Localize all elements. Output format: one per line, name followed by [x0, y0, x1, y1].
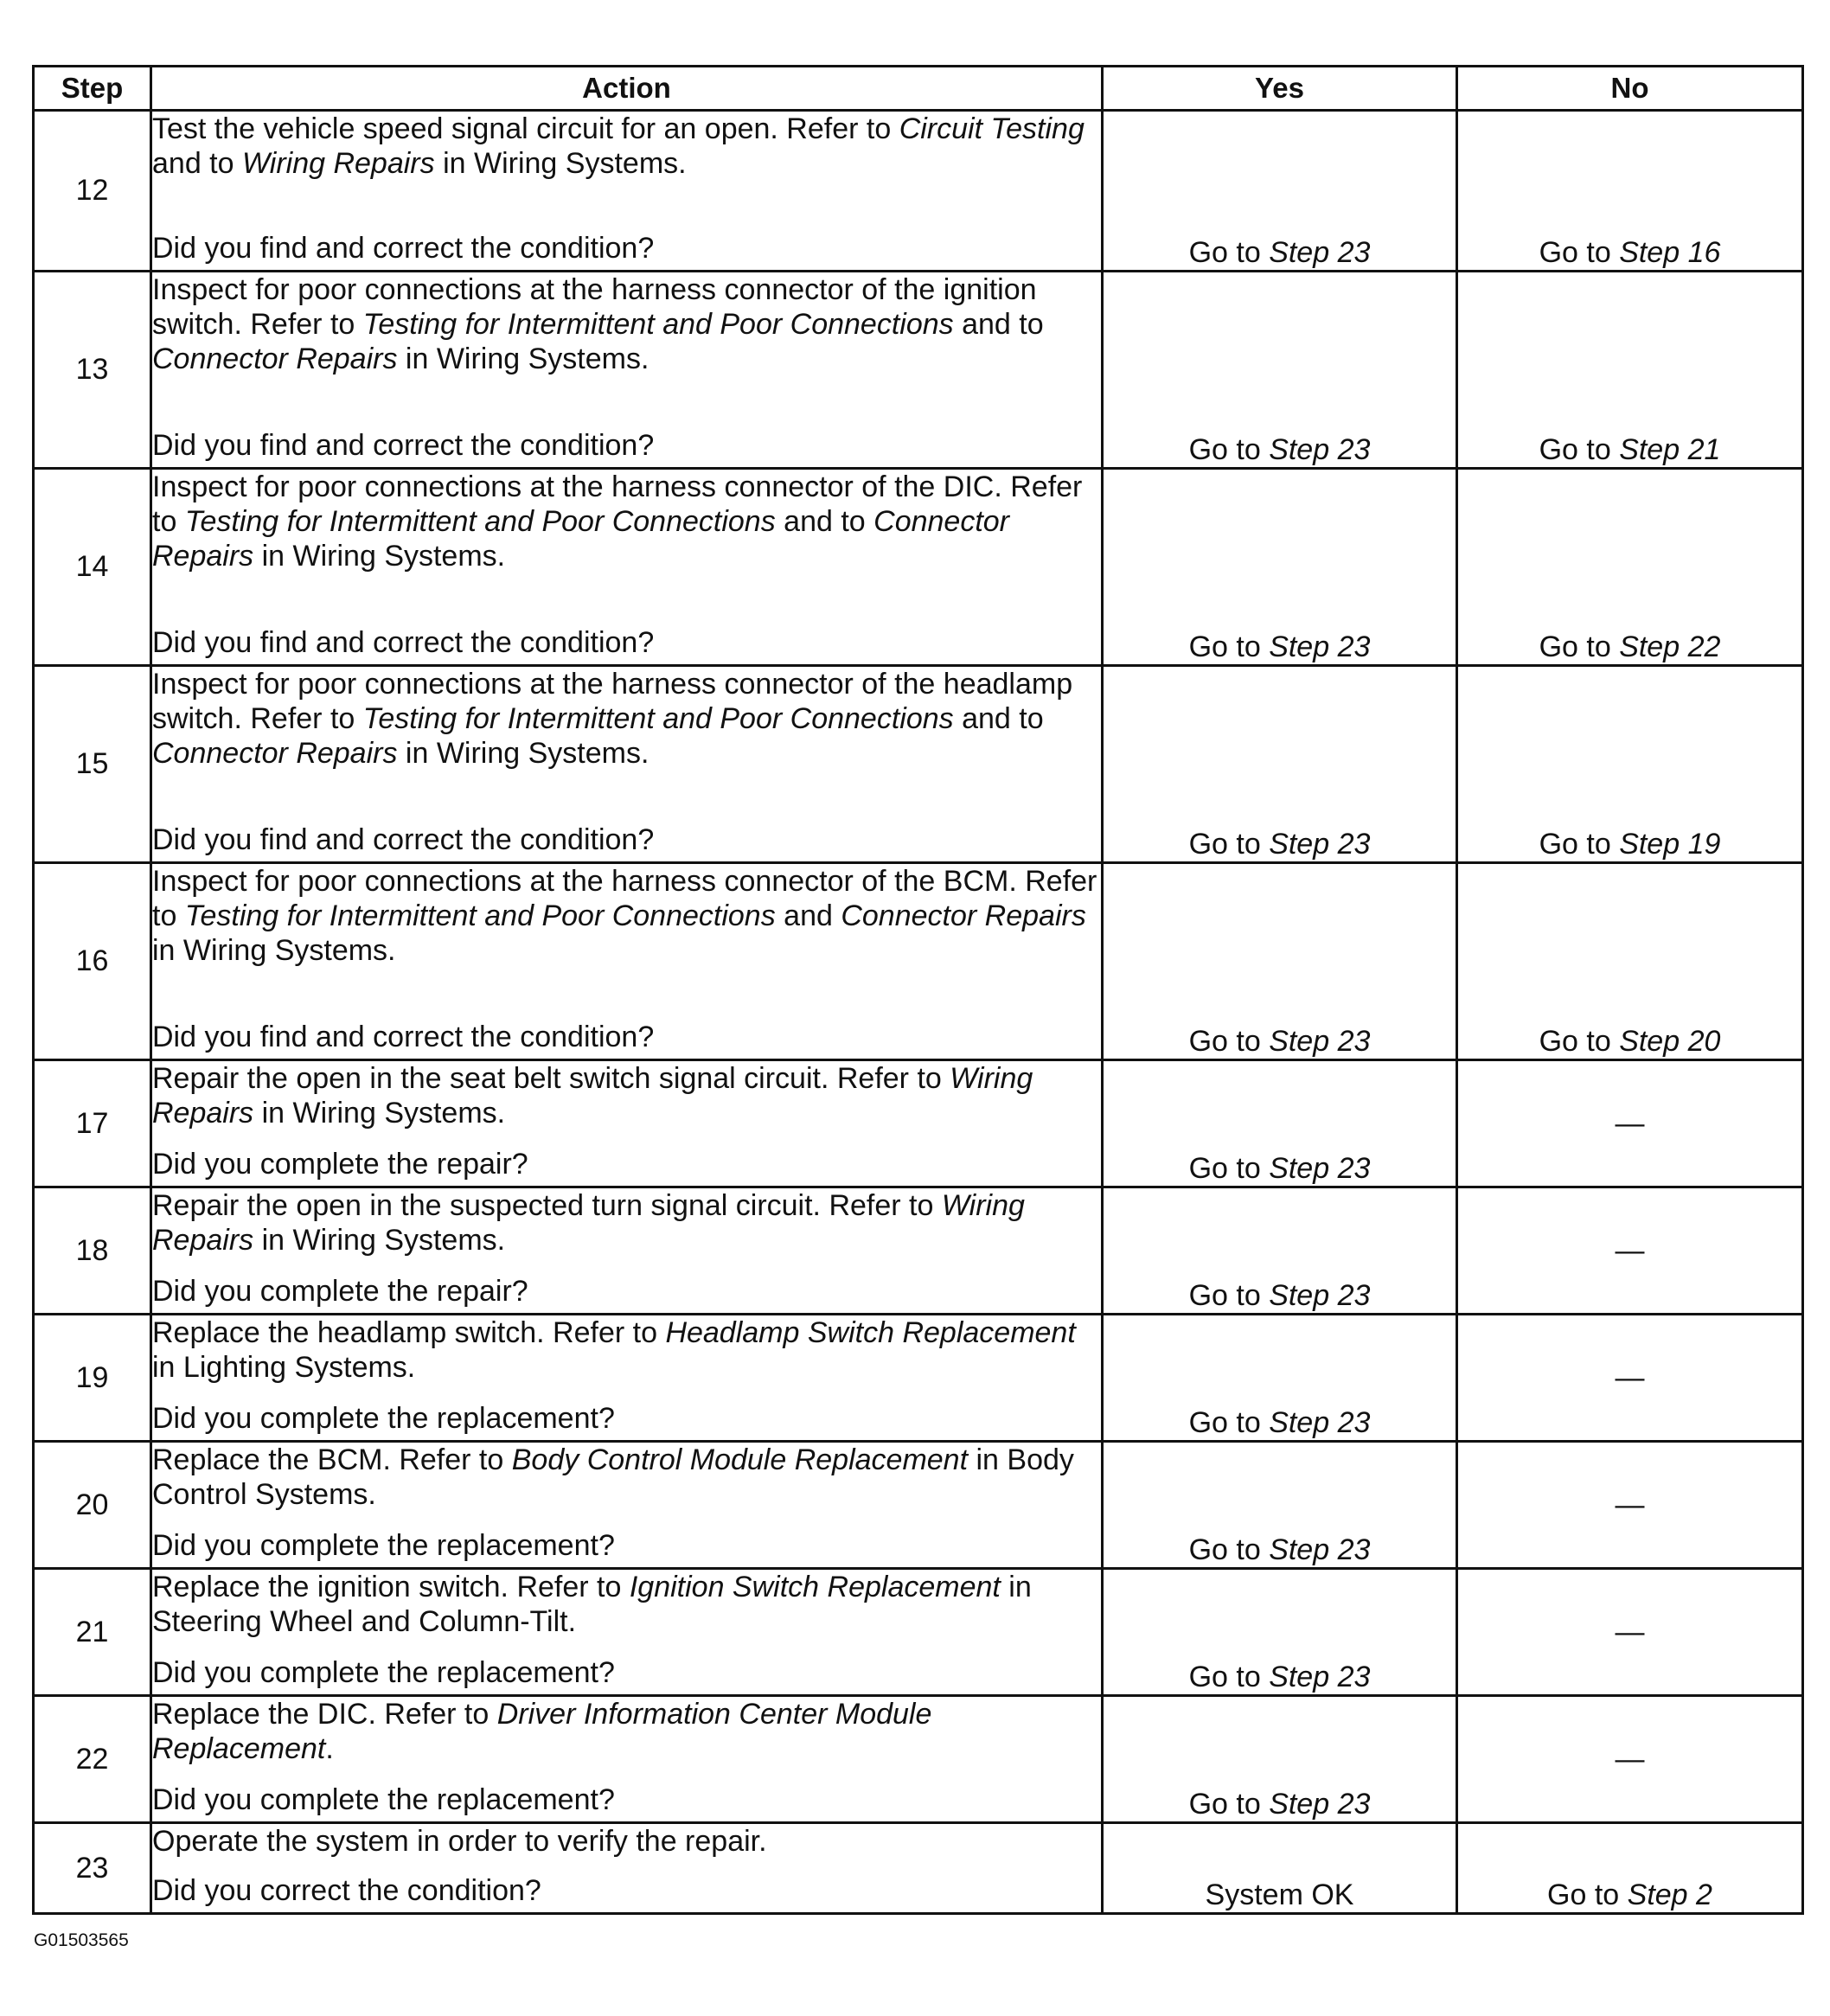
reference-text: Step 21 [1619, 433, 1721, 466]
step-number: 23 [34, 1823, 151, 1914]
text-segment: — [1615, 1106, 1645, 1140]
text-segment: Inspect for poor connections at the harness connector of the ignition switch. Refer to [152, 273, 1037, 341]
header-yes: Yes [1103, 67, 1457, 111]
yes-outcome [1103, 1315, 1457, 1442]
text-segment: Operate the system in order to verify the repair. [152, 1825, 767, 1858]
reference-text: Step 23 [1269, 1406, 1371, 1439]
text-segment: Replace the ignition switch. Refer to [152, 1571, 630, 1603]
reference-text: Step 16 [1619, 236, 1721, 269]
action-instruction [152, 272, 1101, 376]
diagnostic-step-table [32, 65, 1804, 1915]
reference-text: Step 23 [1269, 1533, 1371, 1566]
action-instruction [152, 1315, 1101, 1385]
step-number: 14 [34, 469, 151, 666]
action-cell [151, 1442, 1103, 1569]
reference-text: Wiring Repairs [152, 1189, 1025, 1257]
table-row [34, 1696, 1803, 1823]
action-question: Did you find and correct the condition? [152, 1021, 655, 1053]
yes-outcome [1103, 666, 1457, 863]
action-question: Did you complete the replacement? [152, 1656, 615, 1689]
text-segment: and [775, 899, 841, 932]
text-segment: — [1615, 1615, 1645, 1648]
text-segment: Go to [1547, 1878, 1628, 1911]
text-segment: Replace the BCM. Refer to [152, 1443, 512, 1476]
reference-text: Testing for Intermittent and Poor Connections [362, 702, 954, 735]
no-outcome [1457, 1315, 1803, 1442]
action-instruction [152, 667, 1101, 771]
action-cell [151, 111, 1103, 272]
text-segment: Repair the open in the suspected turn signal circuit. Refer to [152, 1189, 942, 1222]
no-outcome [1457, 1442, 1803, 1569]
yes-outcome [1103, 111, 1457, 272]
text-segment: Go to [1539, 236, 1620, 269]
text-segment: Replace the DIC. Refer to [152, 1698, 497, 1731]
reference-text: Circuit Testing [899, 112, 1085, 145]
action-instruction [152, 1697, 1101, 1766]
header-no: No [1457, 67, 1803, 111]
action-instruction [152, 112, 1101, 181]
action-question: Did you complete the repair? [152, 1148, 528, 1181]
step-number: 19 [34, 1315, 151, 1442]
action-question: Did you complete the repair? [152, 1275, 528, 1308]
action-instruction [152, 1188, 1101, 1258]
text-segment: in Wiring Systems. [152, 934, 396, 967]
text-segment: in Wiring Systems. [397, 737, 649, 770]
text-segment: in Wiring Systems. [434, 147, 687, 180]
yes-outcome [1103, 1569, 1457, 1696]
table-row [34, 1442, 1803, 1569]
table-row [34, 1315, 1803, 1442]
reference-text: Testing for Intermittent and Poor Connections [184, 899, 776, 932]
figure-id: G01503565 [34, 1930, 129, 1950]
action-instruction [152, 1570, 1101, 1639]
table-row [34, 863, 1803, 1060]
action-cell [151, 1696, 1103, 1823]
no-outcome [1457, 469, 1803, 666]
table-row [34, 272, 1803, 469]
text-segment: Go to [1188, 1661, 1270, 1693]
reference-text: Step 19 [1619, 828, 1721, 861]
yes-outcome [1103, 1060, 1457, 1187]
text-segment: System OK [1205, 1878, 1354, 1911]
reference-text: Step 23 [1269, 828, 1371, 861]
no-outcome [1457, 1060, 1803, 1187]
yes-outcome [1103, 469, 1457, 666]
text-segment: Go to [1188, 1406, 1270, 1439]
table-row [34, 1569, 1803, 1696]
action-cell [151, 666, 1103, 863]
action-instruction [152, 470, 1101, 573]
reference-text: Step 23 [1269, 630, 1371, 663]
step-number: 12 [34, 111, 151, 272]
reference-text: Ignition Switch Replacement [629, 1571, 1001, 1603]
header-step: Step [34, 67, 151, 111]
reference-text: Step 23 [1269, 1279, 1371, 1312]
text-segment: Inspect for poor connections at the harness connector of the DIC. Refer to [152, 470, 1083, 538]
action-cell [151, 1187, 1103, 1315]
text-segment: Go to [1539, 1025, 1620, 1058]
text-segment: Go to [1188, 1788, 1270, 1821]
reference-text: Body Control Module Replacement [511, 1443, 969, 1476]
text-segment: Replace the headlamp switch. Refer to [152, 1316, 666, 1349]
action-question: Did you correct the condition? [152, 1874, 541, 1907]
action-question: Did you complete the replacement? [152, 1402, 615, 1435]
action-question: Did you complete the replacement? [152, 1529, 615, 1562]
step-number: 16 [34, 863, 151, 1060]
step-number: 17 [34, 1060, 151, 1187]
text-segment: Go to [1188, 1025, 1270, 1058]
text-segment: — [1615, 1488, 1645, 1521]
step-number: 22 [34, 1696, 151, 1823]
reference-text: Wiring Repairs [152, 1062, 1033, 1130]
no-outcome [1457, 1187, 1803, 1315]
yes-outcome [1103, 863, 1457, 1060]
no-outcome [1457, 666, 1803, 863]
action-question: Did you find and correct the condition? [152, 626, 655, 659]
reference-text: Connector Repairs [152, 737, 398, 770]
step-number: 21 [34, 1569, 151, 1696]
action-question: Did you find and correct the condition? [152, 232, 655, 265]
reference-text: Step 23 [1269, 236, 1371, 269]
text-segment: and to [775, 505, 874, 538]
text-segment: Go to [1188, 1279, 1270, 1312]
text-segment: and to [152, 147, 242, 180]
table-row [34, 1823, 1803, 1914]
no-outcome [1457, 1696, 1803, 1823]
action-question: Did you complete the replacement? [152, 1783, 615, 1816]
text-segment: Go to [1539, 433, 1620, 466]
text-segment: Repair the open in the seat belt switch signal circuit. Refer to [152, 1062, 950, 1095]
table-row [34, 1060, 1803, 1187]
text-segment: Inspect for poor connections at the harness connector of the BCM. Refer to [152, 865, 1097, 932]
yes-outcome [1103, 1442, 1457, 1569]
text-segment: — [1615, 1233, 1645, 1267]
no-outcome [1457, 1569, 1803, 1696]
no-outcome [1457, 272, 1803, 469]
table-row [34, 469, 1803, 666]
reference-text: Wiring Repairs [241, 147, 435, 180]
text-segment: Go to [1188, 1533, 1270, 1566]
text-segment: Go to [1188, 433, 1270, 466]
text-segment: Test the vehicle speed signal circuit for an open. Refer to [152, 112, 899, 145]
step-number: 15 [34, 666, 151, 863]
text-segment: Go to [1539, 828, 1620, 861]
reference-text: Step 23 [1269, 1152, 1371, 1185]
action-instruction [152, 864, 1101, 968]
text-segment: Go to [1188, 630, 1270, 663]
yes-outcome [1103, 1823, 1457, 1914]
no-outcome [1457, 863, 1803, 1060]
text-segment: in Wiring Systems. [253, 1097, 506, 1130]
table-row [34, 111, 1803, 272]
text-segment: Go to [1188, 828, 1270, 861]
text-segment: — [1615, 1742, 1645, 1776]
text-segment: in Lighting Systems. [152, 1351, 416, 1384]
reference-text: Step 2 [1627, 1878, 1712, 1911]
text-segment: Go to [1539, 630, 1620, 663]
reference-text: Step 23 [1269, 433, 1371, 466]
reference-text: Step 23 [1269, 1661, 1371, 1693]
text-segment: in Wiring Systems. [253, 1224, 506, 1257]
header-action: Action [151, 67, 1103, 111]
action-cell [151, 1569, 1103, 1696]
text-segment: and to [953, 702, 1044, 735]
text-segment: Go to [1188, 236, 1270, 269]
action-cell [151, 469, 1103, 666]
action-instruction [152, 1824, 1101, 1859]
reference-text: Connector Repairs [152, 342, 398, 375]
text-segment: — [1615, 1360, 1645, 1394]
action-question: Did you find and correct the condition? [152, 823, 655, 856]
reference-text: Connector Repairs [152, 505, 1010, 573]
text-segment: in Steering Wheel and Column-Tilt. [152, 1571, 1032, 1638]
action-cell [151, 863, 1103, 1060]
step-number: 18 [34, 1187, 151, 1315]
text-segment: and to [953, 308, 1044, 341]
text-segment: . [325, 1732, 334, 1765]
action-cell [151, 272, 1103, 469]
no-outcome [1457, 1823, 1803, 1914]
text-segment: Inspect for poor connections at the harness connector of the headlamp switch. Refer to [152, 668, 1073, 735]
reference-text: Step 23 [1269, 1025, 1371, 1058]
step-number: 20 [34, 1442, 151, 1569]
yes-outcome [1103, 1696, 1457, 1823]
action-cell [151, 1060, 1103, 1187]
no-outcome [1457, 111, 1803, 272]
action-cell [151, 1823, 1103, 1914]
action-question: Did you find and correct the condition? [152, 429, 655, 462]
text-segment: in Body Control Systems. [152, 1443, 1074, 1511]
reference-text: Step 22 [1619, 630, 1721, 663]
table-body [34, 111, 1803, 1914]
action-cell [151, 1315, 1103, 1442]
reference-text: Step 20 [1619, 1025, 1721, 1058]
reference-text: Testing for Intermittent and Poor Connections [362, 308, 954, 341]
table-header-row [34, 67, 1803, 111]
reference-text: Connector Repairs [841, 899, 1086, 932]
reference-text: Step 23 [1269, 1788, 1371, 1821]
text-segment: in Wiring Systems. [397, 342, 649, 375]
table-row [34, 1187, 1803, 1315]
action-instruction [152, 1443, 1101, 1512]
yes-outcome [1103, 272, 1457, 469]
reference-text: Testing for Intermittent and Poor Connections [184, 505, 776, 538]
table-row [34, 666, 1803, 863]
text-segment: Go to [1188, 1152, 1270, 1185]
reference-text: Headlamp Switch Replacement [665, 1316, 1076, 1349]
text-segment: in Wiring Systems. [253, 540, 506, 573]
action-instruction [152, 1061, 1101, 1130]
yes-outcome [1103, 1187, 1457, 1315]
step-number: 13 [34, 272, 151, 469]
reference-text: Driver Information Center Module Replacement [152, 1698, 932, 1765]
